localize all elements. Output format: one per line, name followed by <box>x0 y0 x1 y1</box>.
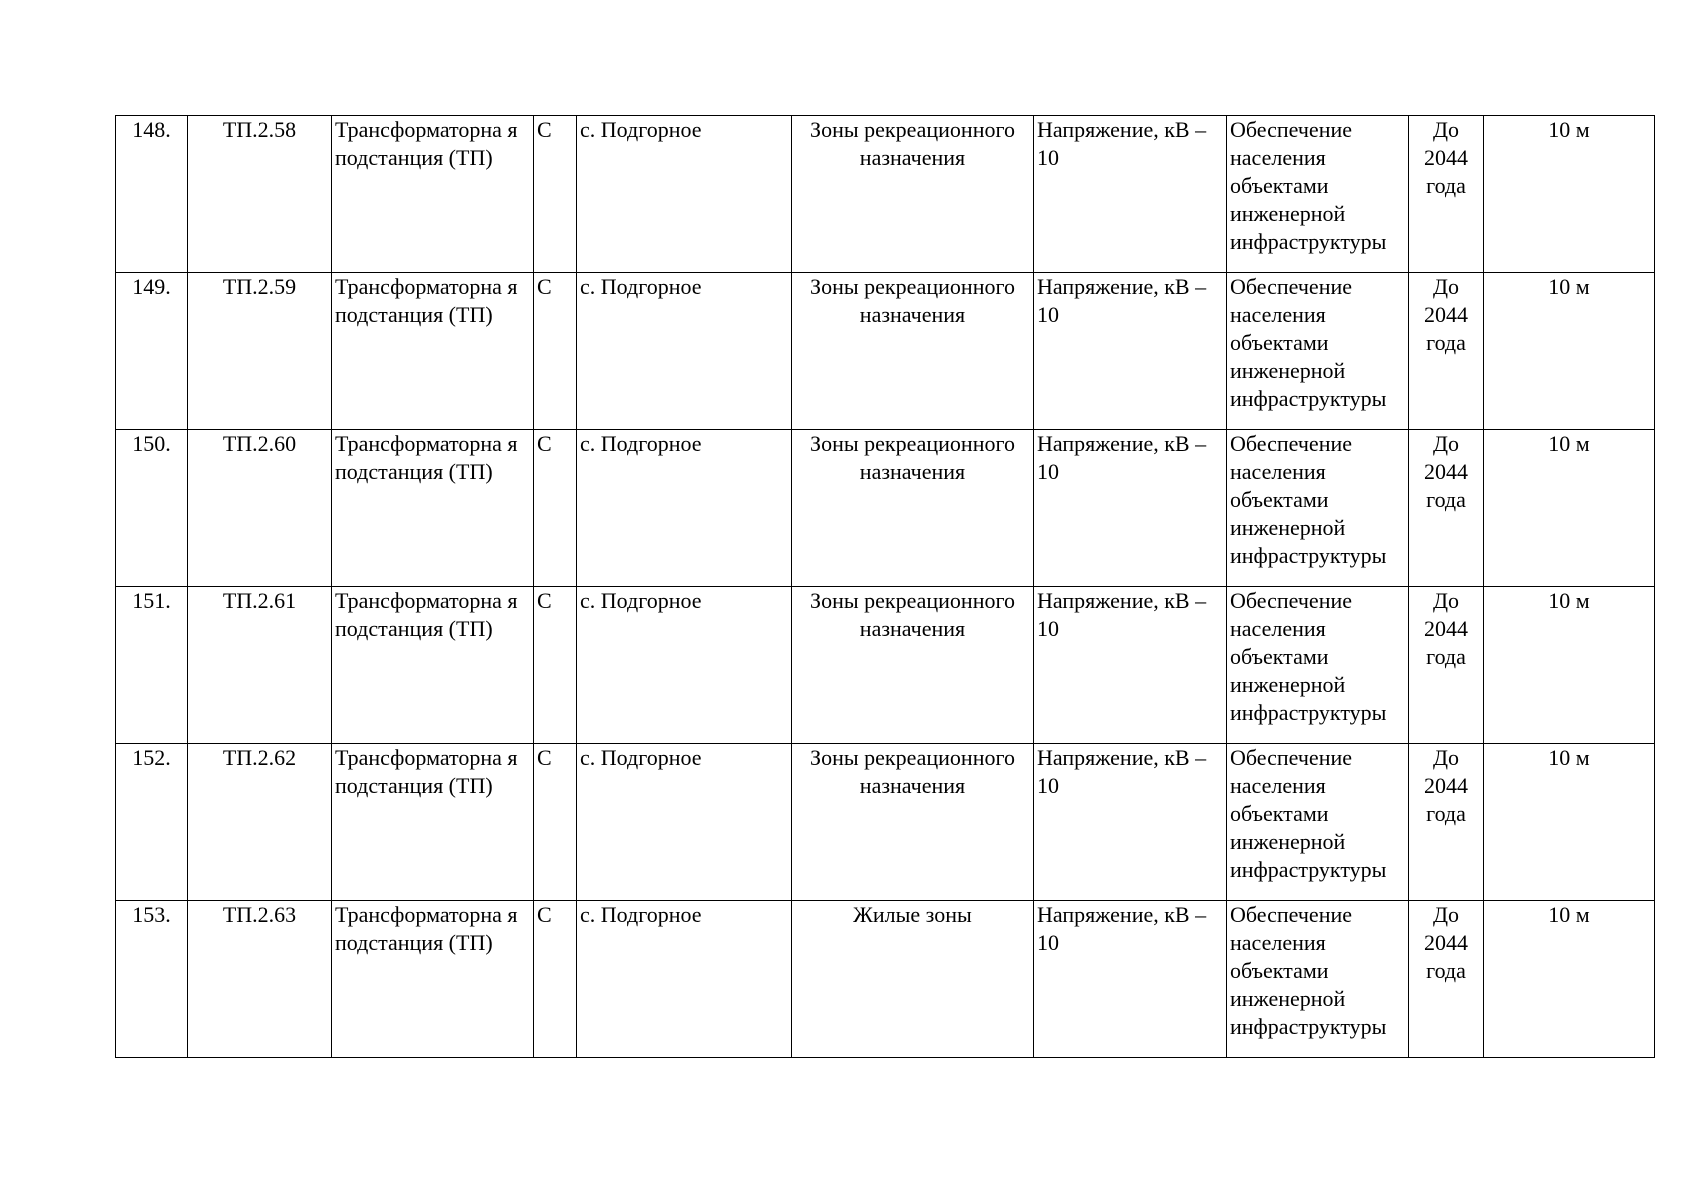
row-number: 148. <box>132 117 171 142</box>
deadline: До 2044 года <box>1424 745 1468 826</box>
deadline-cell <box>1409 116 1484 273</box>
purpose: Обеспечение населения объектами инженерной инфраструктуры <box>1230 902 1387 1039</box>
functional-zone-cell <box>792 744 1034 901</box>
object-code-cell <box>188 901 332 1058</box>
object-name-cell <box>332 587 534 744</box>
object-status-cell <box>534 116 577 273</box>
parameters: Напряжение, кВ – 10 <box>1037 588 1207 641</box>
purpose: Обеспечение населения объектами инженерной инфраструктуры <box>1230 117 1387 254</box>
object-name-cell <box>332 116 534 273</box>
table-row <box>116 587 1655 744</box>
location-cell <box>577 744 792 901</box>
row-number: 152. <box>132 745 171 770</box>
table-row <box>116 901 1655 1058</box>
object-code-cell <box>188 273 332 430</box>
location-cell <box>577 116 792 273</box>
object-name: Трансформаторна я подстанция (ТП) <box>335 431 518 484</box>
parameters: Напряжение, кВ – 10 <box>1037 902 1207 955</box>
object-name: Трансформаторна я подстанция (ТП) <box>335 588 518 641</box>
row-number-cell <box>116 587 188 744</box>
row-number-cell <box>116 116 188 273</box>
object-code-cell <box>188 744 332 901</box>
functional-zone-cell <box>792 116 1034 273</box>
parameters-cell <box>1034 430 1227 587</box>
object-status-cell <box>534 273 577 430</box>
row-number-cell <box>116 901 188 1058</box>
location-cell <box>577 273 792 430</box>
parameters: Напряжение, кВ – 10 <box>1037 431 1207 484</box>
purpose-cell <box>1227 901 1409 1058</box>
deadline-cell <box>1409 430 1484 587</box>
purpose: Обеспечение населения объектами инженерной инфраструктуры <box>1230 274 1387 411</box>
table-row <box>116 430 1655 587</box>
deadline: До 2044 года <box>1424 117 1468 198</box>
object-code: ТП.2.63 <box>222 902 297 927</box>
zone-size-cell <box>1484 901 1655 1058</box>
deadline-cell <box>1409 744 1484 901</box>
functional-zone: Зоны рекреационного назначения <box>810 274 1015 327</box>
functional-zone-cell <box>792 273 1034 430</box>
object-status: С <box>537 588 552 613</box>
purpose-cell <box>1227 116 1409 273</box>
object-code-cell <box>188 430 332 587</box>
zone-size-cell <box>1484 744 1655 901</box>
zone-size: 10 м <box>1548 274 1590 299</box>
zone-size: 10 м <box>1548 431 1590 456</box>
zone-size: 10 м <box>1548 745 1590 770</box>
parameters: Напряжение, кВ – 10 <box>1037 274 1207 327</box>
zone-size-cell <box>1484 587 1655 744</box>
purpose: Обеспечение населения объектами инженерной инфраструктуры <box>1230 588 1387 725</box>
purpose-cell <box>1227 430 1409 587</box>
parameters-cell <box>1034 273 1227 430</box>
row-number: 150. <box>132 431 171 456</box>
location: с. Подгорное <box>580 745 702 770</box>
functional-zone-cell <box>792 430 1034 587</box>
parameters-cell <box>1034 116 1227 273</box>
deadline: До 2044 года <box>1424 431 1468 512</box>
functional-zone: Зоны рекреационного назначения <box>810 745 1015 798</box>
table-row <box>116 116 1655 273</box>
objects-table <box>115 115 1655 1058</box>
row-number: 149. <box>132 274 171 299</box>
object-code: ТП.2.60 <box>222 431 297 456</box>
deadline: До 2044 года <box>1424 902 1468 983</box>
deadline: До 2044 года <box>1424 588 1468 669</box>
zone-size-cell <box>1484 273 1655 430</box>
object-code: ТП.2.62 <box>222 745 297 770</box>
zone-size-cell <box>1484 430 1655 587</box>
location: с. Подгорное <box>580 117 702 142</box>
object-name: Трансформаторна я подстанция (ТП) <box>335 274 518 327</box>
object-name-cell <box>332 744 534 901</box>
row-number: 153. <box>132 902 171 927</box>
parameters-cell <box>1034 901 1227 1058</box>
object-status: С <box>537 902 552 927</box>
deadline-cell <box>1409 273 1484 430</box>
object-code: ТП.2.61 <box>222 588 297 613</box>
parameters-cell <box>1034 587 1227 744</box>
zone-size: 10 м <box>1548 588 1590 613</box>
object-name-cell <box>332 430 534 587</box>
parameters: Напряжение, кВ – 10 <box>1037 745 1207 798</box>
object-code-cell <box>188 587 332 744</box>
location-cell <box>577 901 792 1058</box>
object-name: Трансформаторна я подстанция (ТП) <box>335 745 518 798</box>
object-name: Трансформаторна я подстанция (ТП) <box>335 117 518 170</box>
deadline-cell <box>1409 901 1484 1058</box>
zone-size: 10 м <box>1548 117 1590 142</box>
functional-zone: Зоны рекреационного назначения <box>810 431 1015 484</box>
object-code-cell <box>188 116 332 273</box>
object-code: ТП.2.58 <box>222 117 297 142</box>
parameters-cell <box>1034 744 1227 901</box>
location: с. Подгорное <box>580 588 702 613</box>
zone-size: 10 м <box>1548 902 1590 927</box>
purpose-cell <box>1227 273 1409 430</box>
functional-zone-cell <box>792 587 1034 744</box>
object-status: С <box>537 745 552 770</box>
location-cell <box>577 587 792 744</box>
functional-zone: Жилые зоны <box>853 902 972 927</box>
table-body <box>116 116 1655 1058</box>
row-number: 151. <box>132 588 171 613</box>
table-row <box>116 273 1655 430</box>
object-status-cell <box>534 587 577 744</box>
object-status: С <box>537 431 552 456</box>
zone-size-cell <box>1484 116 1655 273</box>
location-cell <box>577 430 792 587</box>
parameters: Напряжение, кВ – 10 <box>1037 117 1207 170</box>
row-number-cell <box>116 430 188 587</box>
purpose-cell <box>1227 587 1409 744</box>
object-status: С <box>537 274 552 299</box>
location: с. Подгорное <box>580 274 702 299</box>
table-row <box>116 744 1655 901</box>
object-code: ТП.2.59 <box>222 274 297 299</box>
location: с. Подгорное <box>580 902 702 927</box>
object-status-cell <box>534 744 577 901</box>
functional-zone-cell <box>792 901 1034 1058</box>
functional-zone: Зоны рекреационного назначения <box>810 588 1015 641</box>
object-name-cell <box>332 901 534 1058</box>
object-name-cell <box>332 273 534 430</box>
deadline: До 2044 года <box>1424 274 1468 355</box>
object-status-cell <box>534 430 577 587</box>
purpose-cell <box>1227 744 1409 901</box>
object-name: Трансформаторна я подстанция (ТП) <box>335 902 518 955</box>
deadline-cell <box>1409 587 1484 744</box>
purpose: Обеспечение населения объектами инженерной инфраструктуры <box>1230 431 1387 568</box>
location: с. Подгорное <box>580 431 702 456</box>
row-number-cell <box>116 744 188 901</box>
purpose: Обеспечение населения объектами инженерной инфраструктуры <box>1230 745 1387 882</box>
row-number-cell <box>116 273 188 430</box>
functional-zone: Зоны рекреационного назначения <box>810 117 1015 170</box>
object-status: С <box>537 117 552 142</box>
object-status-cell <box>534 901 577 1058</box>
